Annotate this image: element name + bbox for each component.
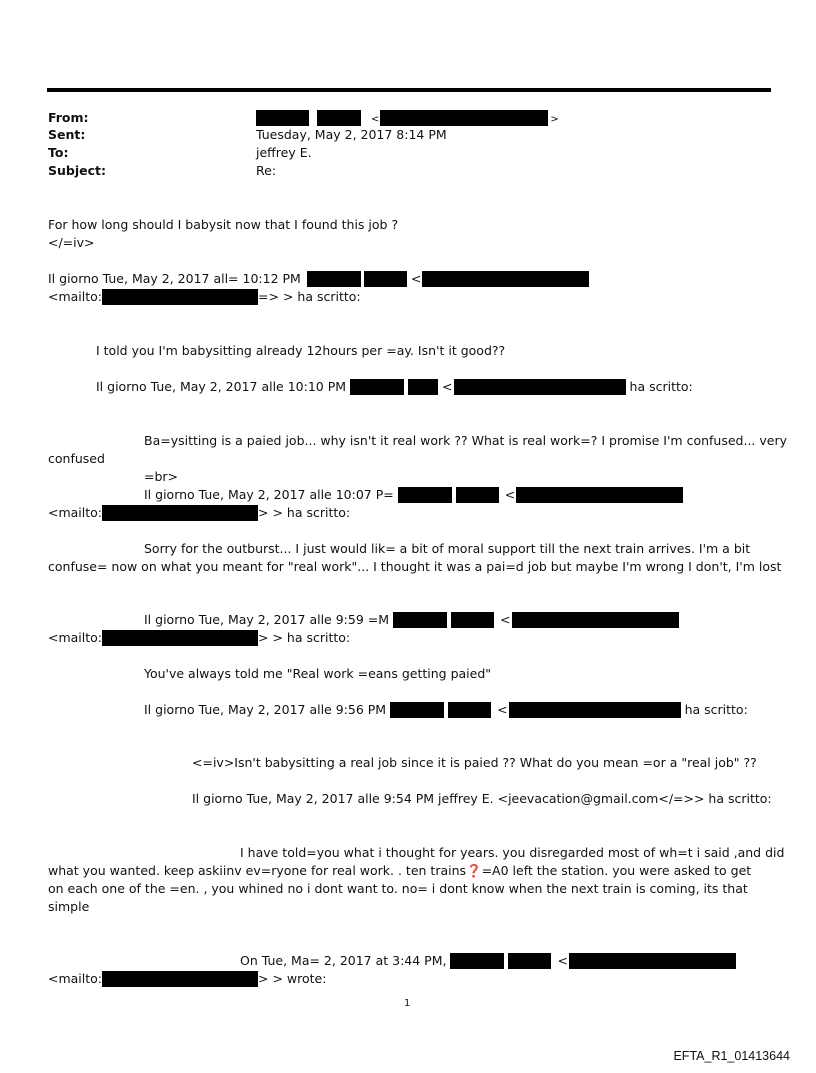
body-line: I told you I'm babysitting already 12hours per =ay. Isn't it good?? — [96, 343, 506, 358]
quote-header: Il giorno Tue, May 2, 2017 alle 10:07 P= < — [144, 487, 683, 503]
quote-header: On Tue, Ma= 2, 2017 at 3:44 PM, < — [240, 953, 736, 969]
redaction-box — [307, 271, 361, 287]
header-rule — [47, 88, 771, 92]
quote-header: <mailto: > > wrote: — [48, 971, 327, 986]
redaction-box — [516, 487, 683, 503]
redaction-box — [569, 953, 736, 969]
body-line: confused — [48, 451, 105, 466]
quote-header: Il giorno Tue, May 2, 2017 all= 10:12 PM < — [48, 271, 589, 287]
quote-header: Il giorno Tue, May 2, 2017 alle 9:59 =M < — [144, 612, 679, 628]
body-line: Sorry for the outburst... I just would lik= a bit of moral support till the next train arrives. I'm a bit — [144, 541, 751, 556]
redaction-box — [102, 289, 258, 305]
subject-label: Subject: — [48, 163, 106, 178]
redaction-box — [456, 487, 499, 503]
sent-value: Tuesday, May 2, 2017 8:14 PM — [256, 127, 447, 142]
body-line: simple — [48, 899, 90, 914]
to-value: jeffrey E. — [256, 145, 312, 160]
body-line: on each one of the =en. , you whined no i dont want to. no= i dont know when the next train is coming, its that — [48, 881, 748, 896]
redaction-box — [450, 953, 504, 969]
redaction-box — [380, 110, 548, 126]
quote-header: Il giorno Tue, May 2, 2017 alle 9:54 PM jeffrey E. <jeevacation@gmail.com</=>> ha scritto: — [192, 791, 772, 806]
body-line: confuse= now on what you meant for "real work"... I thought it was a pai=d job but maybe I'm wrong I don't, I'm lost — [48, 559, 782, 574]
from-label: From: — [48, 110, 89, 125]
sent-label: Sent: — [48, 127, 86, 142]
document-id: EFTA_R1_01413644 — [673, 1049, 790, 1063]
redaction-box — [408, 379, 438, 395]
quote-header: Il giorno Tue, May 2, 2017 alle 10:10 PM < ha scritto: — [96, 379, 693, 394]
body-line: =br> — [144, 469, 179, 484]
redaction-box — [454, 379, 626, 395]
quote-header: <mailto: > > ha scritto: — [48, 630, 351, 645]
quote-header: Il giorno Tue, May 2, 2017 alle 9:56 PM < ha scritto: — [144, 702, 748, 717]
quote-header: <mailto: => > ha scritto: — [48, 289, 361, 304]
body-line: For how long should I babysit now that I found this job ? — [48, 217, 399, 232]
body-line: I have told=you what i thought for years. you disregarded most of wh=t i said ,and did — [240, 845, 785, 860]
redaction-box — [509, 702, 681, 718]
redaction-box — [422, 271, 589, 287]
body-line: <=iv>Isn't babysitting a real job since it is paied ?? What do you mean =or a "real job" ?? — [192, 755, 757, 770]
redaction-box — [448, 702, 491, 718]
redaction-box — [350, 379, 404, 395]
body-line: You've always told me "Real work =eans getting paied" — [144, 666, 492, 681]
subject-value: Re: — [256, 163, 277, 178]
redaction-box — [512, 612, 679, 628]
redaction-box — [508, 953, 551, 969]
redaction-box — [364, 271, 407, 287]
redaction-box — [398, 487, 452, 503]
body-line: Ba=ysitting is a paied job... why isn't it real work ?? What is real work=? I promise I'm confused... very — [144, 433, 788, 448]
redaction-box — [393, 612, 447, 628]
redaction-box — [451, 612, 494, 628]
from-value: < > — [256, 110, 559, 128]
redaction-box — [317, 110, 361, 126]
redaction-box — [102, 505, 258, 521]
redaction-box — [102, 971, 258, 987]
to-label: To: — [48, 145, 69, 160]
redaction-box — [390, 702, 444, 718]
body-line: what you wanted. keep askiinv ev=ryone for real work. . ten trains❓=A0 left the station. you were asked to get — [48, 863, 752, 878]
redaction-box — [256, 110, 309, 126]
redaction-box — [102, 630, 258, 646]
page-number: 1 — [404, 998, 411, 1009]
quote-header: <mailto: > > ha scritto: — [48, 505, 351, 520]
body-line: </=iv> — [48, 235, 95, 250]
